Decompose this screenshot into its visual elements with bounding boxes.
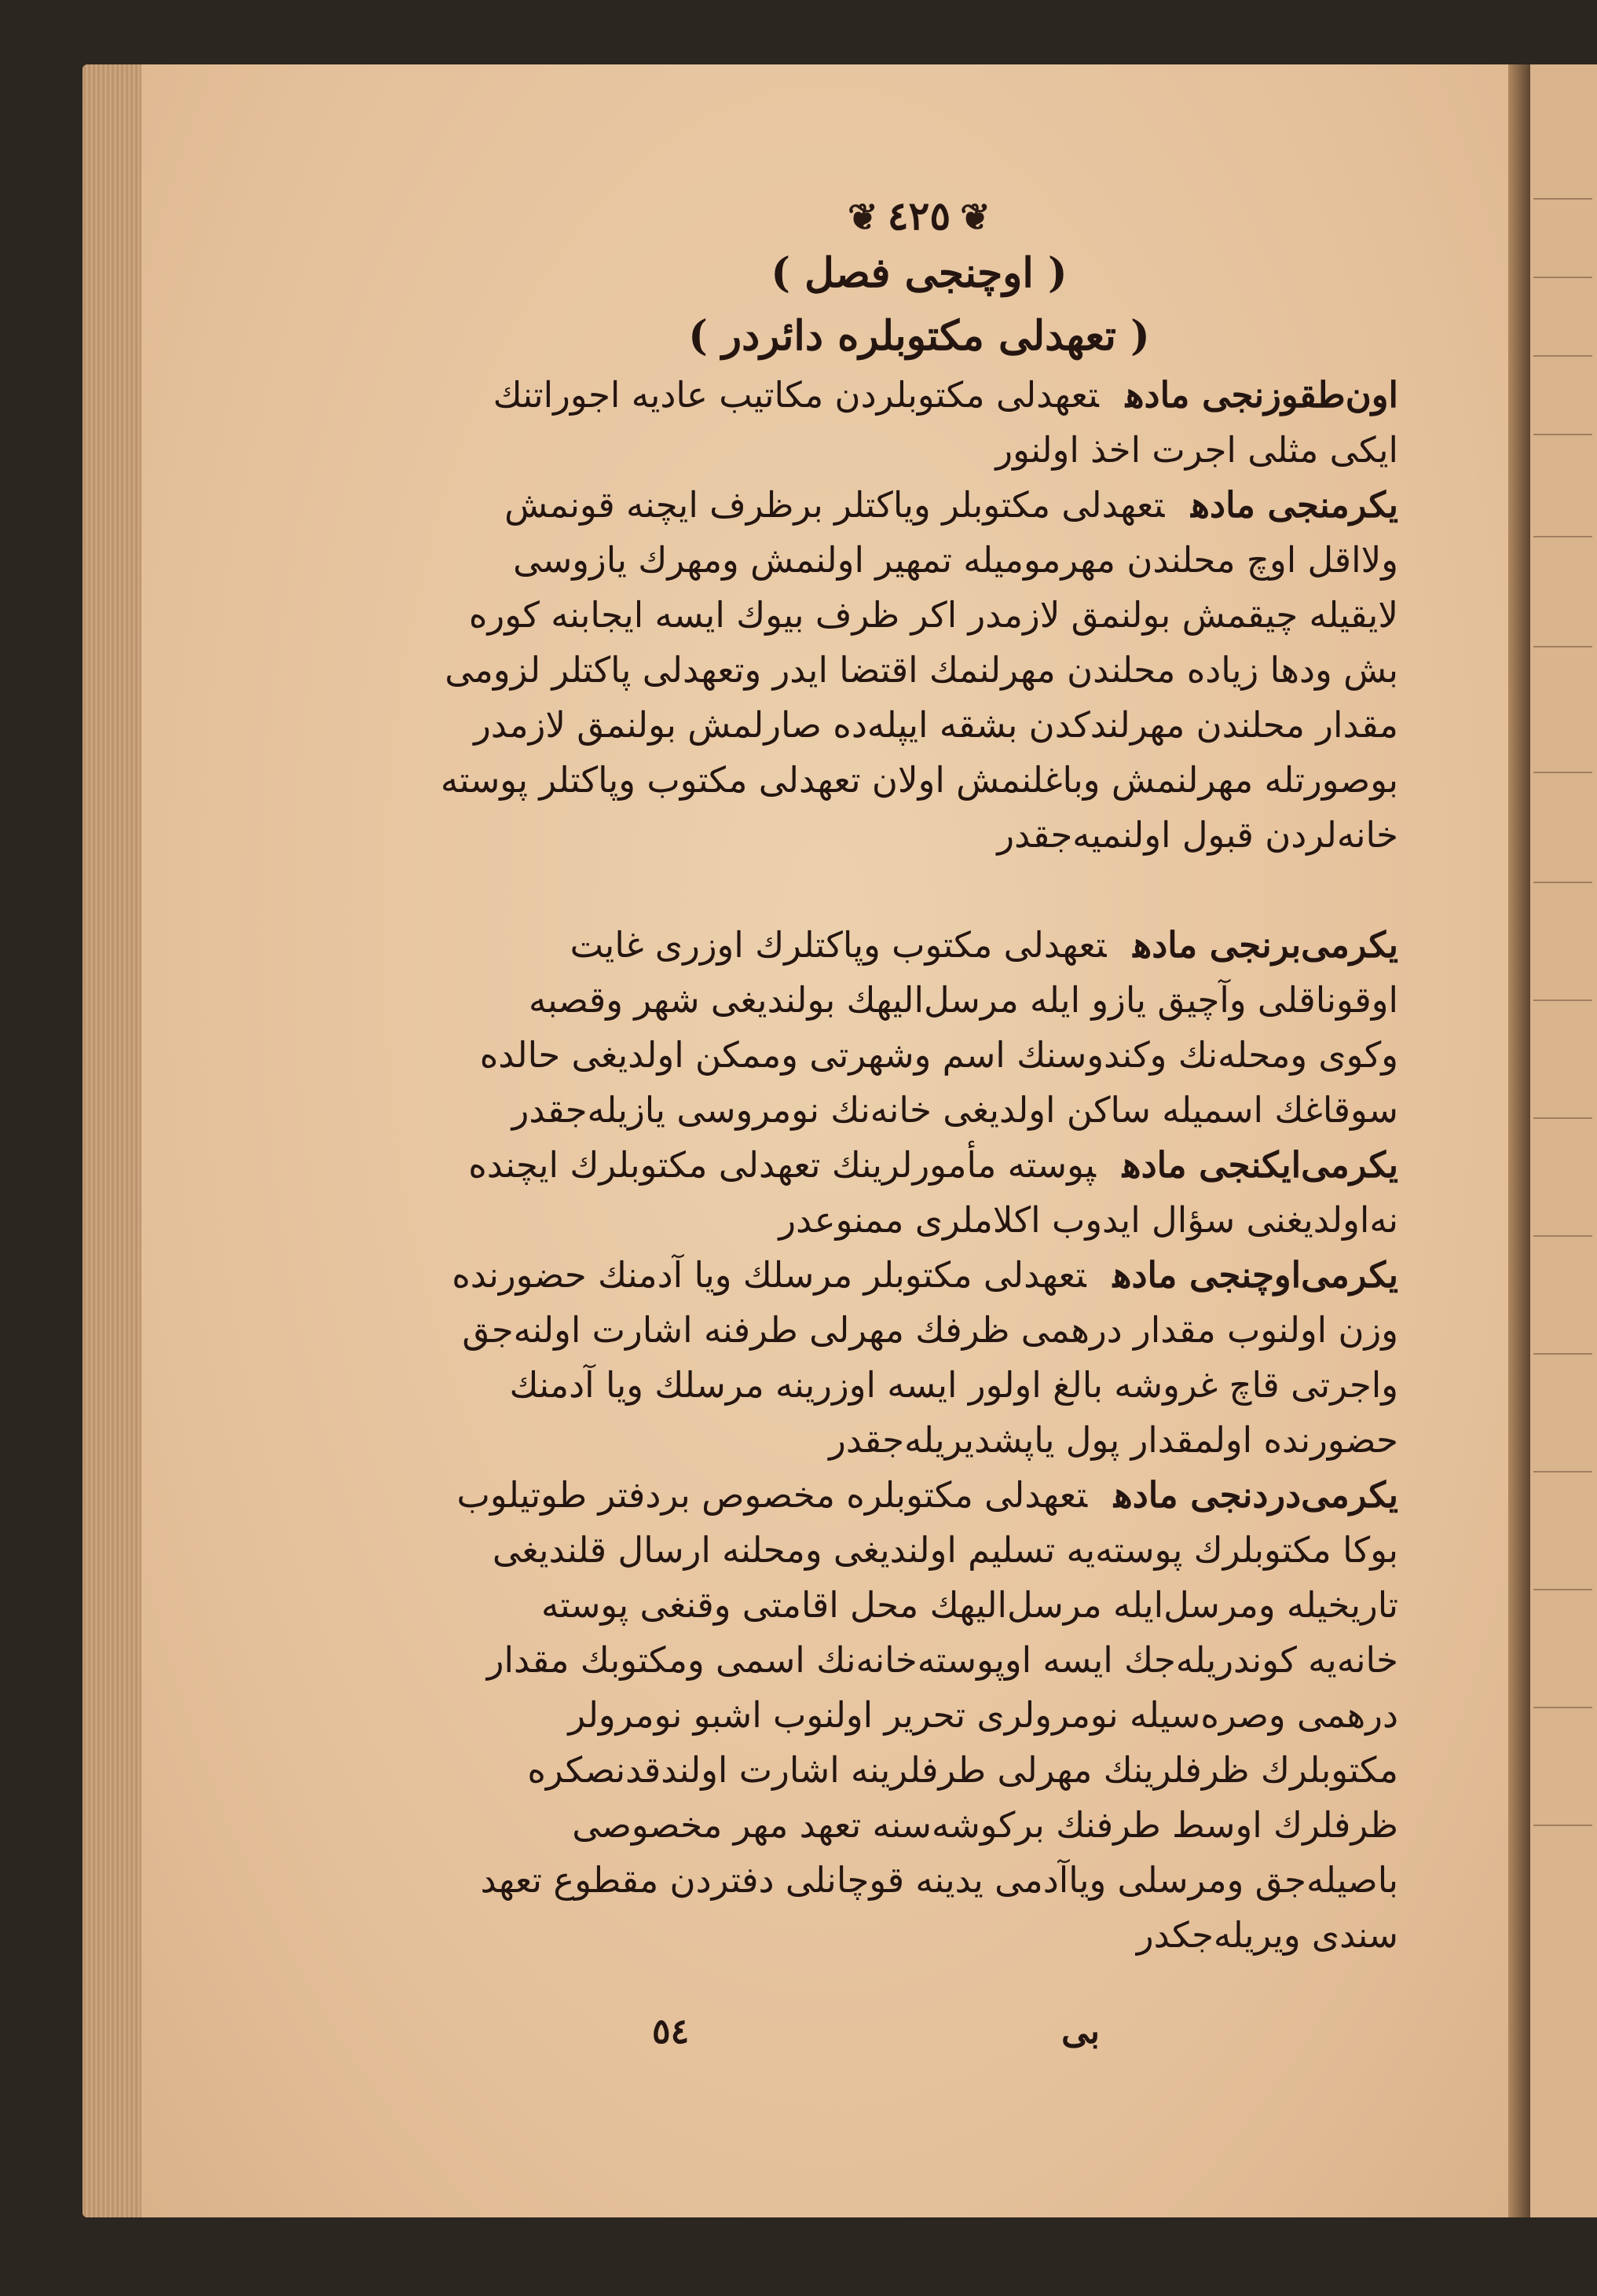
article-22 (440, 1138, 1398, 1248)
paragraph-gap (440, 863, 1398, 918)
signature-mark-right: بی (1061, 2012, 1100, 2052)
article-23 (440, 1248, 1398, 1468)
facing-page-text-fragment (1533, 850, 1592, 883)
article-heading: اون‌طقوزنجی ماده (1125, 374, 1398, 416)
article-heading: یکرمی‌برنجی ماده (1133, 924, 1398, 966)
page-number-text: ٤٢٥ (887, 193, 951, 239)
facing-page-text-fragment (1533, 614, 1592, 647)
article-text: تعهدلی مکتوبلره مخصوص بردفتر طوتیلوب بوکا مکتوبلرك پوسته‌یه تسلیم اولندیغی ومحلنه ارسال قلندیغی تاریخیله ومرسل‌ایله مرسل‌الیهك محل اقامتی وقنغی پوسته خانه‌یه کوندریله‌جك ایسه اوپوسته‌خانه‌نك اسمی ومکتوبك مقدار درهمی وصره‌سیله نومرولری تحریر اولنوب اشبو نومرولر مکتوبلرك ظرفلرینك مهرلی طرفلرینه اشارت اولندقدنصکره ظرفلرك اوسط طرفنك برکوشه‌سنه تعهد مهر مخصوصی باصیله‌جق ومرسلی ویاآدمی یدینه قوچانلی دفتردن مقطوع تعهد سندی ویریله‌جکدر (456, 1474, 1398, 1956)
facing-page-text-fragment (1533, 1793, 1592, 1826)
page-content (440, 193, 1398, 1963)
facing-page-text-fragment (1533, 1440, 1592, 1473)
article-heading: یکرمی‌دردنجی ماده (1114, 1474, 1398, 1516)
facing-page-text-fragment (1533, 504, 1592, 537)
article-heading: یکرمی‌ایکنجی ماده (1122, 1144, 1398, 1186)
facing-page-text-fragment (1533, 402, 1592, 435)
book-gutter (1508, 64, 1530, 2217)
article-text: تعهدلی مکتوبلردن مکاتیب عادیه اجوراتنك ایکی مثلی اجرت اخذ اولنور (493, 374, 1398, 471)
facing-page-text-fragment (1533, 167, 1592, 200)
article-heading: یکرمنجی ماده (1191, 484, 1398, 526)
article-text: تعهدلی مکتوبلر ویاکتلر برظرف ایچنه قونمش ولااقل اوچ محلندن مهرمومیله تمهیر اولنمش ومهرك یازوسی لایقیله چیقمش بولنمق لازمدر اکر ظرف بیوك ایسه ایجابنه کوره بش ودها زیاده محلندن مهرلنمك اقتضا ایدر وتعهدلی پاکتلر لزومی مقدار محلندن مهرلندکدن بشقه ایپله‌ده صارلمش بولنمق لازمدر بوصورتله مهرلنمش وباغلنمش اولان تعهدلی مکتوب وپاکتلر پوسته خانه‌لردن قبول اولنمیه‌جقدر (440, 484, 1398, 856)
article-text: تعهدلی مکتوبلر مرسلك ویا آدمنك حضورنده وزن اولنوب مقدار درهمی ظرفك مهرلی طرفنه اشارت اولنه‌جق واجرتی قاچ غروشه بالغ اولور ایسه اوزرینه مرسلك ویا آدمنك حضورنده اولمقدار پول یاپشدیریله‌جقدر (452, 1254, 1398, 1461)
article-24 (440, 1468, 1398, 1963)
article-21 (440, 918, 1398, 1138)
facing-page-text-fragment (1533, 1322, 1592, 1355)
article-20 (440, 478, 1398, 863)
facing-page-fragment (1530, 64, 1597, 2217)
article-heading: یکرمی‌اوچنجی ماده (1112, 1254, 1398, 1296)
facing-page-text-fragment (1533, 1086, 1592, 1119)
facing-page-text-fragment (1533, 740, 1592, 773)
article-text: تعهدلی مکتوب وپاکتلرك اوزری غایت اوقوناقلی وآچیق یازو ایله مرسل‌الیهك بولندیغی شهر وقصبه وکوی ومحله‌نك وکندوسنك اسم وشهرتی وممکن اولدیغی حالده سوقاغك اسمیله ساکن اولدیغی خانه‌نك نومروسی یازیله‌جقدر (479, 924, 1398, 1131)
article-text: پوسته مأمورلرینك تعهدلی مکتوبلرك ایچنده نه‌اولدیغنی سؤال ایدوب اکلاملری ممنوعدر (468, 1144, 1398, 1241)
facing-page-text-fragment (1533, 1204, 1592, 1237)
facing-page-text-fragment (1533, 968, 1592, 1001)
chapter-title: ( اوچنجی فصل ) (771, 249, 1068, 297)
facing-page-text-fragment (1533, 1675, 1592, 1708)
facing-page-text-fragment (1533, 1557, 1592, 1590)
ornament-icon: ❦ (848, 196, 878, 238)
chapter-subtitle: ( تعهدلی مکتوبلره دائردر ) (688, 312, 1150, 360)
ornament-icon: ❦ (960, 196, 991, 238)
article-19 (440, 368, 1398, 478)
page-number (440, 193, 1398, 239)
facing-page-text-fragment (1533, 245, 1592, 278)
signature-mark-left: ٥٤ (652, 2012, 690, 2052)
facing-page-text-fragment (1533, 324, 1592, 357)
